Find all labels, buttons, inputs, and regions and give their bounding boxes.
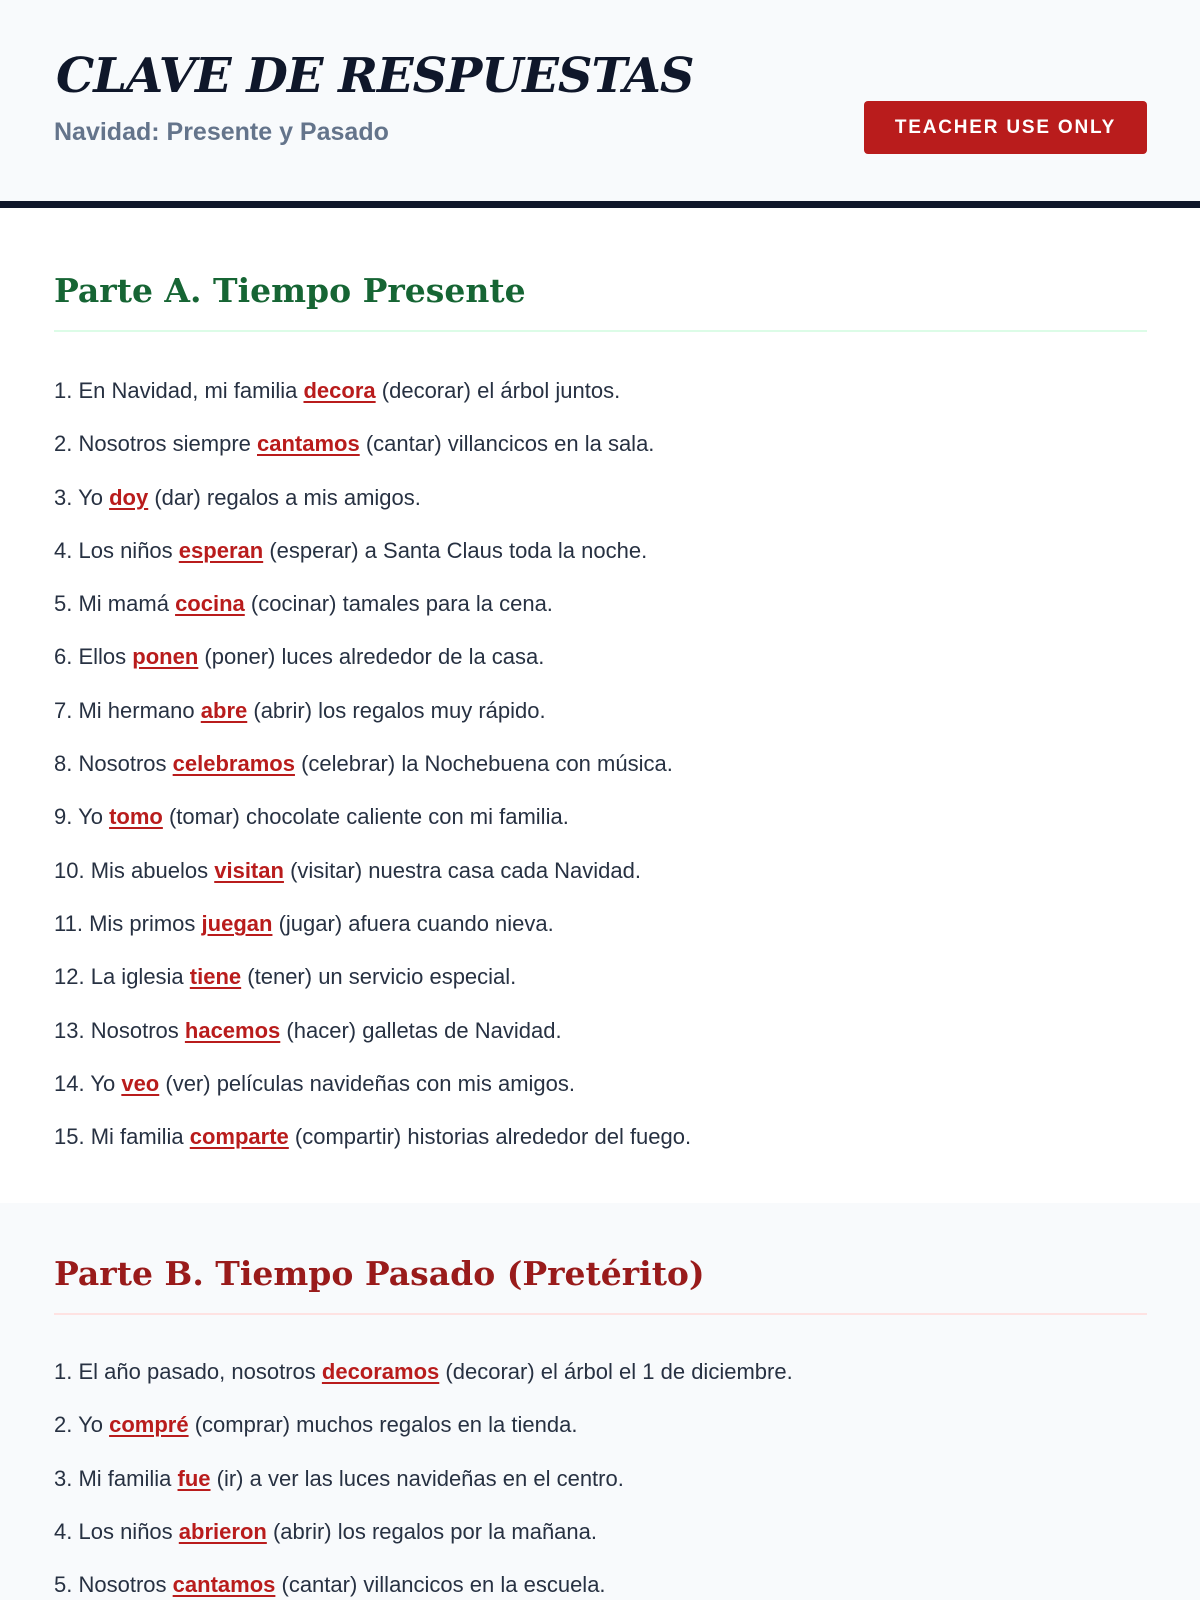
part-a-question-15 [54, 1110, 1147, 1163]
question-text-before: Yo [90, 1070, 116, 1096]
part-b-question-1 [54, 1345, 1147, 1398]
part-a-question-7 [54, 684, 1147, 737]
question-text-before: Los niños [78, 1518, 173, 1544]
question-number: 4. [54, 537, 73, 563]
question-number: 12. [54, 964, 85, 990]
question-text-after: (esperar) a Santa Claus toda la noche. [269, 537, 648, 563]
question-text-before: Nosotros [90, 1017, 179, 1043]
answer-word: tiene [189, 964, 242, 990]
question-number: 2. [54, 1412, 73, 1438]
question-number: 13. [54, 1017, 85, 1043]
question-text-after: (hacer) galletas de Navidad. [286, 1017, 562, 1043]
question-text-after: (abrir) los regalos muy rápido. [253, 697, 546, 723]
answer-word: cocina [175, 591, 245, 617]
answer-word: esperan [178, 537, 264, 563]
page-subtitle: Navidad: Presente y Pasado [54, 118, 389, 146]
answer-word: decora [303, 378, 376, 403]
question-number: 3. [54, 1465, 73, 1491]
question-text-after: (tomar) chocolate caliente con mi familia. [168, 804, 569, 830]
question-number: 6. [54, 644, 73, 670]
part-a-question-14 [54, 1057, 1147, 1110]
question-text-after: (jugar) afuera cuando nieva. [278, 910, 554, 936]
answer-word: visitan [214, 857, 284, 883]
question-text-before: Nosotros [78, 751, 167, 777]
question-number: 5. [54, 1572, 73, 1598]
question-text-after: (cantar) villancicos en la escuela. [281, 1572, 606, 1598]
part-b-question-3 [54, 1452, 1147, 1505]
part-a-question-list [54, 364, 1147, 1163]
answer-word: compré [109, 1412, 189, 1438]
part-b-section [0, 1203, 1200, 1600]
question-number: 4. [54, 1518, 73, 1544]
answer-word: ponen [132, 644, 199, 670]
part-a-question-13 [54, 1004, 1147, 1057]
question-text-before: Los niños [78, 537, 173, 563]
part-b-question-2 [54, 1398, 1147, 1451]
part-a-question-4 [54, 524, 1147, 577]
question-text-after: (abrir) los regalos por la mañana. [272, 1518, 597, 1544]
question-text-after: (poner) luces alrededor de la casa. [204, 644, 545, 670]
part-a-question-5 [54, 577, 1147, 630]
answer-word: hacemos [184, 1017, 281, 1043]
question-text-after: (ver) películas navideñas con mis amigos. [165, 1070, 575, 1096]
answer-word: veo [121, 1070, 160, 1096]
part-b-question-5 [54, 1558, 1147, 1611]
question-number: 15. [54, 1124, 85, 1150]
question-text-before: Yo [78, 1412, 103, 1438]
question-text-before: Mis abuelos [90, 857, 209, 883]
question-text-before: Mi familia [78, 1465, 172, 1491]
question-number: 1. [54, 378, 73, 403]
question-text-before: Nosotros [78, 1572, 167, 1598]
question-text-before: Mi familia [90, 1124, 184, 1150]
question-text-after: (tener) un servicio especial. [247, 964, 517, 990]
answer-word: cantamos [257, 431, 360, 457]
question-text-after: (compartir) historias alrededor del fuego. [294, 1124, 692, 1150]
part-a-question-1 [54, 364, 1147, 417]
question-number: 11. [54, 910, 83, 936]
question-text-before: Mi hermano [78, 697, 195, 723]
answer-word: decoramos [321, 1359, 440, 1384]
answer-word: doy [109, 484, 149, 510]
teacher-use-only-badge: TEACHER USE ONLY [864, 101, 1147, 154]
part-b-question-4 [54, 1505, 1147, 1558]
question-text-before: Nosotros siempre [78, 431, 251, 457]
answer-word: abre [200, 697, 248, 723]
question-text-before: En Navidad, mi familia [78, 378, 298, 403]
answer-word: fue [177, 1465, 211, 1491]
question-number: 8. [54, 751, 73, 777]
part-a-question-9 [54, 790, 1147, 843]
question-number: 7. [54, 697, 73, 723]
part-a-question-8 [54, 737, 1147, 790]
answer-word: comparte [189, 1124, 289, 1150]
question-text-after: (cocinar) tamales para la cena. [250, 591, 553, 617]
question-text-after: (celebrar) la Nochebuena con música. [301, 751, 673, 777]
part-a-question-2 [54, 417, 1147, 470]
question-text-before: Mis primos [89, 910, 196, 936]
question-text-after: (decorar) el árbol el 1 de diciembre. [445, 1359, 793, 1384]
question-text-before: El año pasado, nosotros [78, 1359, 316, 1384]
part-a-question-3 [54, 471, 1147, 524]
answer-word: cantamos [172, 1572, 276, 1598]
question-number: 10. [54, 857, 85, 883]
question-text-after: (decorar) el árbol juntos. [381, 378, 621, 403]
part-a-title: Parte A. Tiempo Presente [54, 270, 1147, 332]
part-b-title: Parte B. Tiempo Pasado (Pretérito) [54, 1253, 1147, 1315]
question-number: 2. [54, 431, 73, 457]
question-text-after: (comprar) muchos regalos en la tienda. [194, 1412, 578, 1438]
answer-word: tomo [109, 804, 163, 830]
question-text-before: Yo [78, 484, 103, 510]
question-number: 14. [54, 1070, 85, 1096]
question-number: 3. [54, 484, 73, 510]
question-text-after: (cantar) villancicos en la sala. [365, 431, 655, 457]
answer-word: celebramos [172, 751, 295, 777]
question-text-before: Ellos [78, 644, 127, 670]
page-header [0, 0, 1200, 208]
part-a-question-10 [54, 844, 1147, 897]
answer-word: juegan [201, 910, 273, 936]
part-a-question-12 [54, 950, 1147, 1003]
page-title: CLAVE DE RESPUESTAS [56, 48, 694, 104]
question-text-before: Yo [78, 804, 103, 830]
answer-word: abrieron [178, 1518, 267, 1544]
question-text-before: Mi mamá [78, 591, 169, 617]
question-number: 5. [54, 591, 73, 617]
part-a-question-11 [54, 897, 1147, 950]
part-a-question-6 [54, 630, 1147, 683]
part-a-section [0, 208, 1200, 1203]
part-b-question-list [54, 1345, 1147, 1611]
question-text-after: (ir) a ver las luces navideñas en el centro. [216, 1465, 624, 1491]
question-number: 1. [54, 1359, 73, 1384]
question-text-before: La iglesia [90, 964, 184, 990]
question-text-after: (dar) regalos a mis amigos. [154, 484, 421, 510]
question-number: 9. [54, 804, 73, 830]
question-text-after: (visitar) nuestra casa cada Navidad. [290, 857, 641, 883]
